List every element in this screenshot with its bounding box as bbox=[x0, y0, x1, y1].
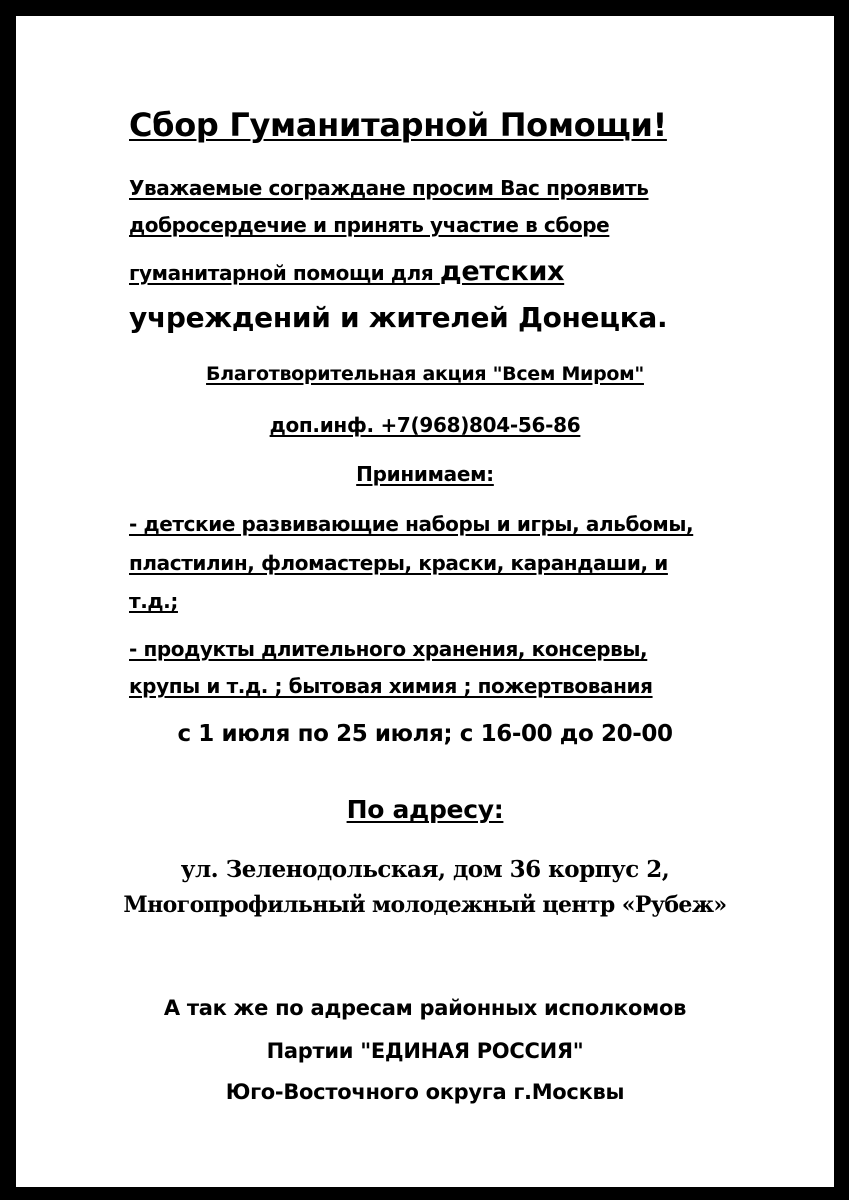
footer-line-3: Юго-Восточного округа г.Москвы bbox=[225, 1080, 625, 1104]
accepting-heading: Принимаем: bbox=[356, 462, 494, 486]
campaign-name: Благотворительная акция "Всем Миром" bbox=[206, 363, 644, 385]
contact-phone: доп.инф. +7(968)804-56-86 bbox=[269, 413, 581, 437]
intro-line-2: добросердечие и принять участие в сборе bbox=[129, 213, 610, 237]
footer-line-2: Партии "ЕДИНАЯ РОССИЯ" bbox=[266, 1039, 584, 1063]
accepting-item2-line1: - продукты длительного хранения, консервы, bbox=[129, 637, 648, 661]
accepting-item2-line2: крупы и т.д. ; бытовая химия ; пожертвования bbox=[129, 674, 653, 698]
poster-title: Сбор Гуманитарной Помощи! bbox=[129, 106, 667, 144]
intro-line-4: учреждений и жителей Донецка. bbox=[129, 301, 668, 334]
footer-line-1: А так же по адресам районных исполкомов bbox=[163, 996, 687, 1020]
accepting-item1-line1: - детские развивающие наборы и игры, альбомы, bbox=[129, 512, 694, 536]
address-heading: По адресу: bbox=[346, 795, 504, 824]
schedule: с 1 июля по 25 июля; с 16-00 до 20-00 bbox=[177, 721, 673, 747]
accepting-item1-line3: т.д.; bbox=[129, 589, 178, 613]
intro-line-3-big: детских bbox=[439, 256, 565, 287]
intro-line-3-normal: гуманитарной помощи для bbox=[129, 261, 440, 285]
address-line-1: ул. Зеленодольская, дом 36 корпус 2, bbox=[180, 856, 670, 883]
poster-sheet bbox=[16, 16, 834, 1187]
address-line-2: Многопрофильный молодежный центр «Рубеж» bbox=[123, 892, 727, 918]
accepting-item1-line2: пластилин, фломастеры, краски, карандаши, и bbox=[129, 551, 668, 575]
intro-line-3 bbox=[129, 258, 564, 285]
intro-line-1: Уважаемые сограждане просим Вас проявить bbox=[129, 176, 649, 200]
